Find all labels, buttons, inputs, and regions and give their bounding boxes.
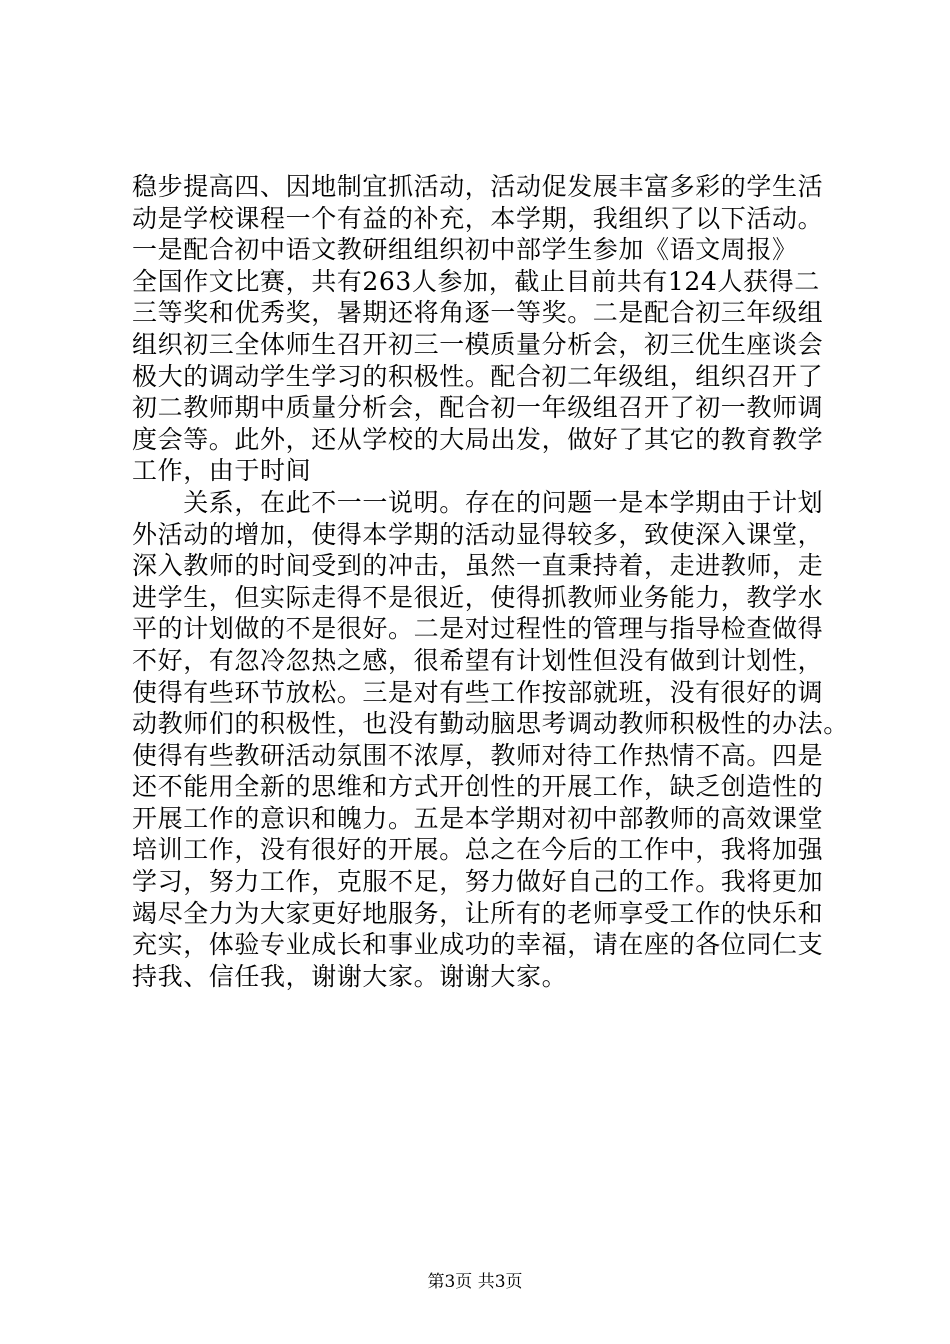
text-line: 三等奖和优秀奖，暑期还将角逐一等奖。二是配合初三年级组 — [132, 298, 824, 328]
text-line: 使得有些环节放松。三是对有些工作按部就班，没有很好的调 — [132, 677, 824, 707]
text-line: 一是配合初中语文教研组组织初中部学生参加《语文周报》 — [132, 235, 798, 265]
text-line: 度会等。此外，还从学校的大局出发，做好了其它的教育教学 — [132, 424, 824, 454]
text-line: 组织初三全体师生召开初三一模质量分析会，初三优生座谈会 — [132, 329, 824, 359]
text-line: 深入教师的时间受到的冲击，虽然一直秉持着，走进教师，走 — [132, 551, 824, 581]
body-text — [132, 171, 849, 992]
text-line: 稳步提高四、因地制宜抓活动，活动促发展丰富多彩的学生活 — [132, 172, 824, 201]
text-line: 平的计划做的不是很好。二是对过程性的管理与指导检查做得 — [132, 614, 824, 644]
text-line: 关系，在此不一一说明。存在的问题一是本学期由于计划 — [132, 487, 824, 517]
text-line: 竭尽全力为大家更好地服务，让所有的老师享受工作的快乐和 — [132, 898, 824, 928]
text-line: 全国作文比赛，共有263人参加，截止目前共有124人获得二 — [132, 266, 820, 296]
text-line: 使得有些教研活动氛围不浓厚，教师对待工作热情不高。四是 — [132, 740, 824, 770]
page-footer — [0, 1271, 950, 1293]
text-line: 初二教师期中质量分析会，配合初一年级组召开了初一教师调 — [132, 393, 824, 423]
page-number-label: 第3页 共3页 — [427, 1272, 523, 1292]
text-line: 开展工作的意识和魄力。五是本学期对初中部教师的高效课堂 — [132, 803, 824, 833]
text-line: 不好，有忽冷忽热之感，很希望有计划性但没有做到计划性， — [132, 645, 824, 675]
text-line: 充实，体验专业成长和事业成功的幸福，请在座的各位同仁支 — [132, 930, 824, 960]
text-line: 极大的调动学生学习的积极性。配合初二年级组，组织召开了 — [132, 361, 824, 391]
text-line: 培训工作，没有很好的开展。总之在今后的工作中，我将加强 — [132, 835, 824, 865]
text-line: 学习，努力工作，克服不足，努力做好自己的工作。我将更加 — [132, 867, 824, 897]
text-line: 动教师们的积极性，也没有勤动脑思考调动教师积极性的办法。 — [132, 709, 849, 739]
text-line: 进学生，但实际走得不是很近，使得抓教师业务能力，教学水 — [132, 582, 824, 612]
text-line: 外活动的增加，使得本学期的活动显得较多，致使深入课堂， — [132, 519, 824, 549]
text-line: 还不能用全新的思维和方式开创性的开展工作，缺乏创造性的 — [132, 772, 824, 802]
text-line: 工作，由于时间 — [132, 456, 312, 486]
text-line: 持我、信任我，谢谢大家。谢谢大家。 — [132, 961, 568, 991]
text-line: 动是学校课程一个有益的补充，本学期，我组织了以下活动。 — [132, 203, 824, 233]
